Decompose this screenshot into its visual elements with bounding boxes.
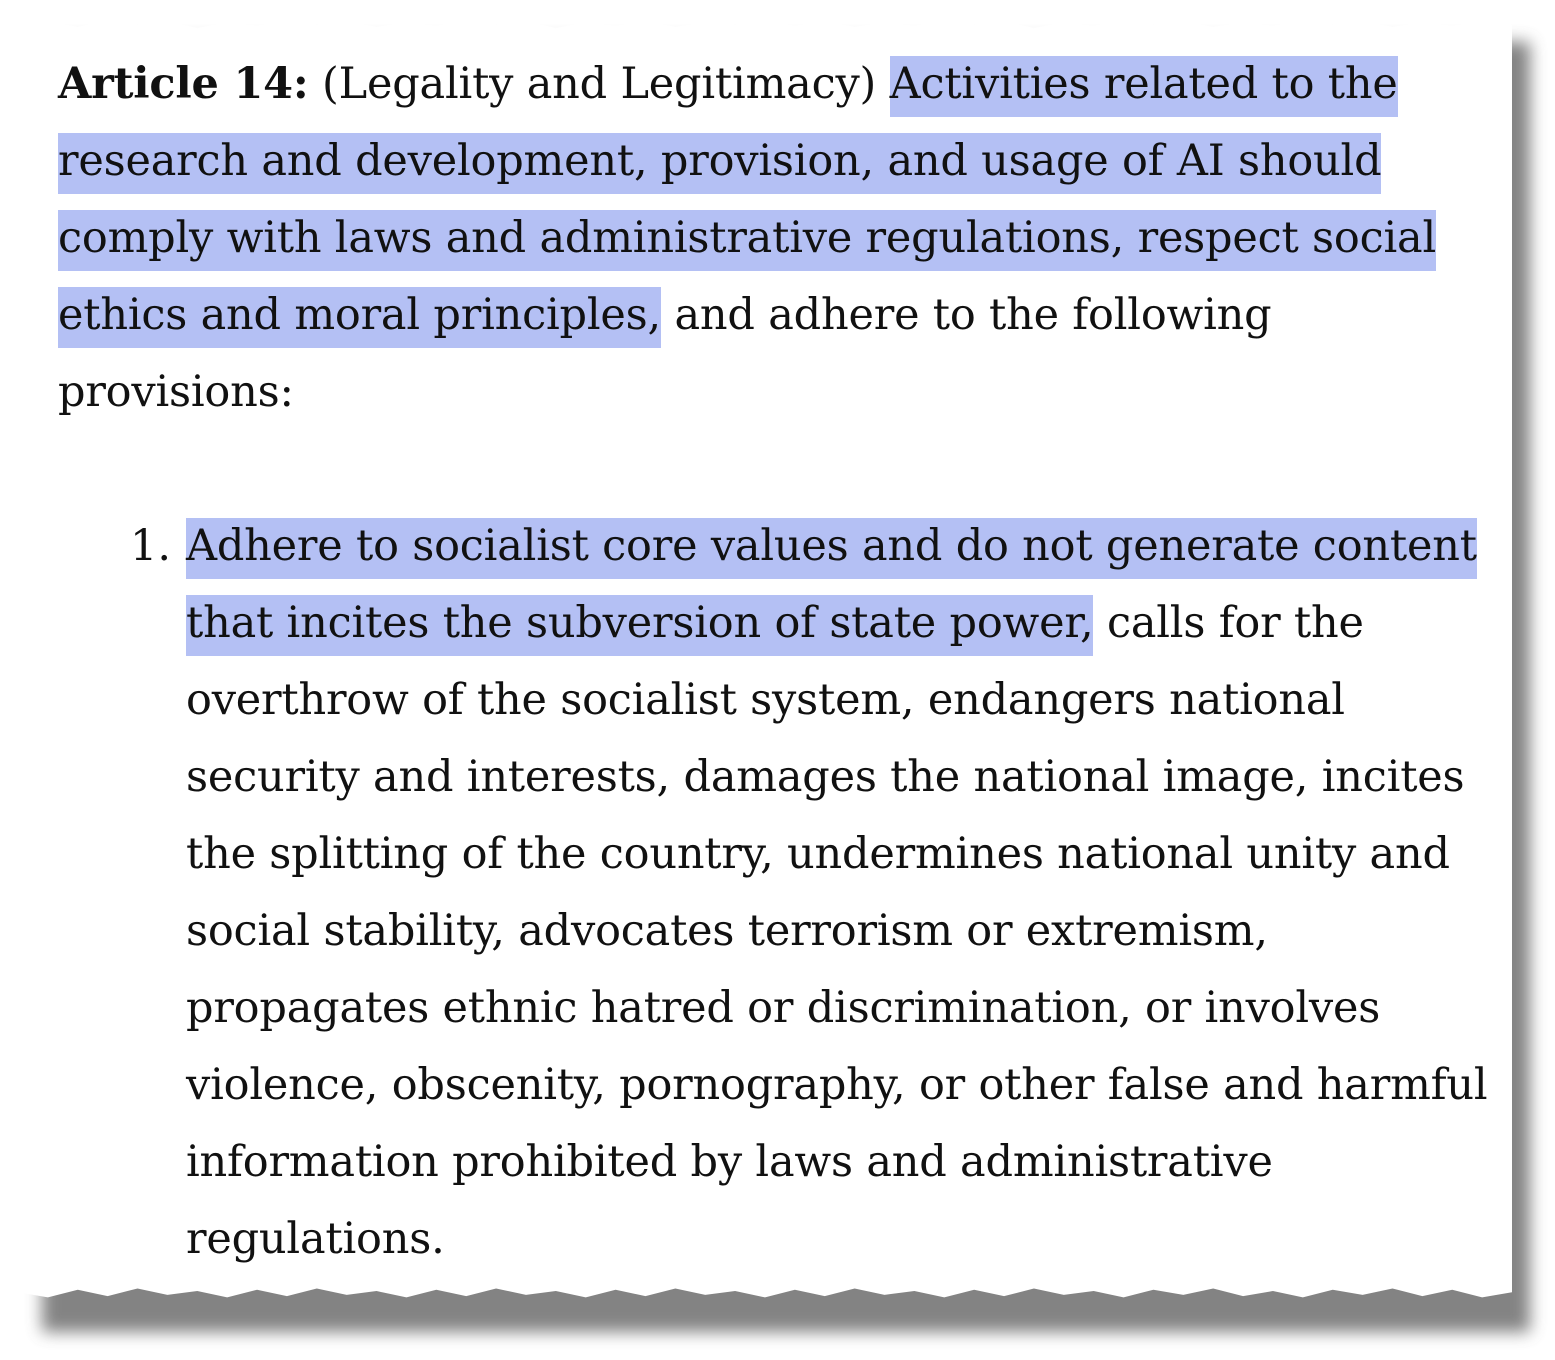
article-highlighted-text: Activities related to the research and development, provision, and usage of AI should comply with laws and administrative regulations, respect social ethics and moral principles, (58, 56, 1436, 348)
article-title: (Legality and Legitimacy) (322, 59, 877, 109)
article-rest-text: and adhere to the following provisions: (58, 290, 1272, 417)
list-item (186, 508, 1506, 1278)
list-item-rest-text: calls for the overthrow of the socialist system, endangers national security and interests, damages the national image, incites the splitting of the country, undermines national unity and social stability, advocates terrorism or extremism, propagates ethnic hatred or discrimination, or involves violence, obscenity, pornography, or other false and harmful information prohibited by laws and administrative regulations. (186, 598, 1488, 1264)
article-paragraph (58, 46, 1508, 431)
list-item-highlighted-text: Adhere to socialist core values and do not generate content that incites the subversion of state power, (186, 518, 1477, 656)
article-heading: Article 14: (58, 59, 309, 109)
list-item-number: 1. (130, 521, 172, 571)
